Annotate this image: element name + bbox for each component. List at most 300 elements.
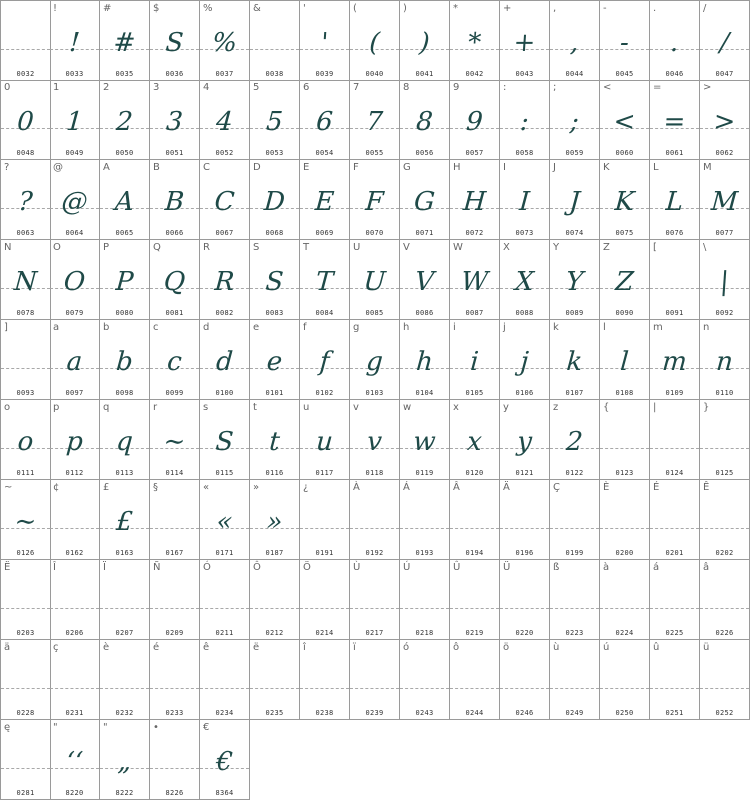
glyph-cell[interactable]: [500, 240, 550, 320]
glyph-sample: [399, 582, 451, 622]
glyph-cell[interactable]: [550, 160, 600, 240]
glyph-cell[interactable]: [650, 80, 700, 160]
glyph-sample: S: [214, 427, 235, 457]
glyph-sample: [499, 502, 551, 542]
glyph-cell[interactable]: [350, 480, 400, 560]
char-code-label: 0238: [315, 709, 334, 717]
char-code-label: 0084: [315, 309, 334, 317]
glyph-cell[interactable]: [250, 0, 300, 81]
glyph-cell[interactable]: [700, 400, 750, 480]
glyph-cell[interactable]: [200, 160, 250, 240]
glyph-sample: [349, 662, 401, 702]
char-code-label: 0249: [565, 709, 584, 717]
glyph-sample: [0, 23, 51, 63]
character-label: h: [403, 322, 410, 333]
glyph-cell[interactable]: [250, 400, 300, 480]
char-code-label: 0053: [265, 149, 284, 157]
character-label: 4: [203, 82, 210, 93]
glyph-sample: P: [114, 267, 135, 297]
glyph-sample: d: [215, 347, 234, 377]
character-label: Z: [603, 242, 610, 253]
character-label: Î: [53, 562, 56, 573]
glyph-sample: o: [16, 427, 35, 457]
char-code-label: 0220: [515, 629, 534, 637]
character-label: c: [153, 322, 159, 333]
glyph-cell[interactable]: [400, 640, 450, 720]
glyph-cell[interactable]: [0, 720, 51, 800]
glyph-cell[interactable]: [50, 480, 100, 560]
glyph-cell[interactable]: [200, 80, 250, 160]
glyph-sample: [149, 582, 201, 622]
glyph-sample: [199, 582, 251, 622]
glyph-cell[interactable]: [400, 80, 450, 160]
character-label: I: [503, 162, 506, 173]
glyph-sample: ?: [17, 187, 34, 217]
glyph-cell[interactable]: [400, 240, 450, 320]
character-label: y: [503, 402, 509, 413]
glyph-cell[interactable]: [600, 560, 650, 640]
glyph-cell[interactable]: [600, 80, 650, 160]
glyph-cell[interactable]: [300, 480, 350, 560]
char-code-label: 8222: [115, 789, 134, 797]
glyph-cell[interactable]: [100, 320, 150, 400]
character-label: J: [553, 162, 556, 173]
glyph-cell[interactable]: [150, 720, 200, 800]
char-code-label: 0097: [65, 389, 84, 397]
glyph-sample: [449, 502, 501, 542]
glyph-cell[interactable]: [100, 0, 150, 81]
character-label: R: [203, 242, 210, 253]
glyph-sample: [299, 662, 351, 702]
glyph-sample: j: [519, 347, 530, 377]
glyph-cell[interactable]: [350, 0, 400, 81]
glyph-cell[interactable]: [300, 240, 350, 320]
glyph-sample: 9: [465, 107, 484, 137]
character-label: â: [703, 562, 710, 573]
glyph-cell[interactable]: [500, 320, 550, 400]
glyph-sample: [249, 23, 301, 63]
character-label: Ê: [703, 482, 710, 493]
glyph-sample: n: [715, 347, 734, 377]
glyph-cell[interactable]: [300, 560, 350, 640]
glyph-cell[interactable]: [500, 560, 550, 640]
char-code-label: 0224: [615, 629, 634, 637]
glyph-cell[interactable]: [400, 0, 450, 81]
char-code-label: 0102: [315, 389, 334, 397]
glyph-cell[interactable]: [700, 0, 750, 81]
character-label: s: [203, 402, 209, 413]
glyph-cell[interactable]: [250, 240, 300, 320]
glyph-cell[interactable]: [0, 240, 51, 320]
glyph-cell[interactable]: [50, 640, 100, 720]
glyph-cell[interactable]: [400, 560, 450, 640]
glyph-cell[interactable]: [500, 0, 550, 81]
character-label: 0: [4, 82, 11, 93]
glyph-cell[interactable]: [650, 560, 700, 640]
glyph-cell[interactable]: [250, 640, 300, 720]
character-label: Û: [453, 562, 461, 573]
glyph-cell[interactable]: [100, 160, 150, 240]
glyph-cell[interactable]: [650, 0, 700, 81]
glyph-cell[interactable]: [650, 480, 700, 560]
glyph-sample: [599, 662, 651, 702]
glyph-cell[interactable]: [600, 480, 650, 560]
glyph-cell[interactable]: [350, 240, 400, 320]
glyph-cell[interactable]: [200, 560, 250, 640]
char-code-label: 0074: [565, 229, 584, 237]
glyph-cell[interactable]: [350, 640, 400, 720]
char-code-label: 0211: [215, 629, 234, 637]
character-label: 5: [253, 82, 260, 93]
glyph-sample: [399, 502, 451, 542]
glyph-sample: i: [469, 347, 480, 377]
character-label: T: [303, 242, 310, 253]
char-code-label: 0039: [315, 70, 334, 78]
char-code-label: 8364: [215, 789, 234, 797]
char-code-label: 0105: [465, 389, 484, 397]
glyph-cell[interactable]: [250, 560, 300, 640]
char-code-label: 0052: [215, 149, 234, 157]
character-label: -: [603, 3, 607, 14]
char-code-label: 0081: [165, 309, 184, 317]
glyph-cell[interactable]: [500, 400, 550, 480]
char-code-label: 0202: [715, 549, 734, 557]
glyph-sample: 4: [215, 107, 234, 137]
glyph-cell[interactable]: [0, 320, 51, 400]
glyph-cell[interactable]: [550, 640, 600, 720]
glyph-cell[interactable]: [500, 640, 550, 720]
char-code-label: 0091: [665, 309, 684, 317]
glyph-sample: 8: [415, 107, 434, 137]
char-code-label: 0252: [715, 709, 734, 717]
char-code-label: 0225: [665, 629, 684, 637]
glyph-sample: p: [65, 427, 84, 457]
character-label: ]: [4, 322, 8, 333]
char-code-label: 0113: [115, 469, 134, 477]
glyph-sample: ): [418, 28, 431, 58]
glyph-cell[interactable]: [350, 560, 400, 640]
glyph-cell[interactable]: [50, 320, 100, 400]
glyph-cell[interactable]: [550, 0, 600, 81]
char-code-label: 0092: [715, 309, 734, 317]
character-label: ú: [603, 642, 610, 653]
char-code-label: 0109: [665, 389, 684, 397]
character-label: À: [353, 482, 360, 493]
glyph-cell[interactable]: [700, 240, 750, 320]
glyph-sample: f: [318, 347, 331, 377]
char-code-label: 0056: [415, 149, 434, 157]
char-code-label: 0118: [365, 469, 384, 477]
glyph-sample: g: [365, 347, 384, 377]
character-label: Ó: [203, 562, 211, 573]
glyph-cell[interactable]: [250, 320, 300, 400]
character-label: @: [53, 162, 63, 173]
character-label: |: [653, 402, 657, 413]
character-label: Ñ: [153, 562, 161, 573]
glyph-cell[interactable]: [450, 400, 500, 480]
glyph-sample: [349, 502, 401, 542]
glyph-cell[interactable]: [200, 0, 250, 81]
char-code-label: 0122: [565, 469, 584, 477]
glyph-sample: !: [68, 28, 81, 58]
glyph-sample: >: [712, 107, 737, 137]
char-code-label: 0281: [16, 789, 35, 797]
glyph-cell[interactable]: [0, 160, 51, 240]
glyph-sample: Z: [614, 267, 635, 297]
character-label: g: [353, 322, 360, 333]
char-code-label: 0187: [265, 549, 284, 557]
glyph-cell[interactable]: [600, 0, 650, 81]
character-label: L: [653, 162, 659, 173]
glyph-cell[interactable]: [0, 640, 51, 720]
glyph-cell[interactable]: [450, 240, 500, 320]
character-label: •: [153, 722, 159, 733]
glyph-cell[interactable]: [0, 480, 51, 560]
glyph-cell[interactable]: [300, 400, 350, 480]
glyph-cell[interactable]: [500, 80, 550, 160]
character-label: ": [103, 722, 108, 733]
glyph-cell[interactable]: [150, 560, 200, 640]
glyph-cell[interactable]: [450, 320, 500, 400]
glyph-cell[interactable]: [200, 240, 250, 320]
char-code-label: 0219: [465, 629, 484, 637]
character-label: w: [403, 402, 412, 413]
character-label: î: [303, 642, 306, 653]
character-label: Ë: [4, 562, 11, 573]
glyph-cell[interactable]: [150, 320, 200, 400]
char-code-label: 0080: [115, 309, 134, 317]
glyph-sample: Q: [162, 267, 187, 297]
char-code-label: 0124: [665, 469, 684, 477]
glyph-cell[interactable]: [100, 400, 150, 480]
glyph-cell[interactable]: [700, 80, 750, 160]
char-code-label: 0035: [115, 70, 134, 78]
glyph-sample: G: [413, 187, 436, 217]
glyph-cell[interactable]: [0, 0, 51, 81]
char-code-label: 0046: [665, 70, 684, 78]
glyph-cell[interactable]: [0, 400, 51, 480]
glyph-cell[interactable]: [250, 480, 300, 560]
char-code-label: 0099: [165, 389, 184, 397]
glyph-cell[interactable]: [550, 320, 600, 400]
glyph-cell[interactable]: [0, 560, 51, 640]
glyph-cell[interactable]: [300, 160, 350, 240]
glyph-cell[interactable]: [50, 240, 100, 320]
glyph-cell[interactable]: [650, 400, 700, 480]
glyph-cell[interactable]: [350, 160, 400, 240]
character-label: i: [453, 322, 456, 333]
glyph-cell[interactable]: [100, 480, 150, 560]
char-code-label: 0072: [465, 229, 484, 237]
char-code-label: 0088: [515, 309, 534, 317]
glyph-sample: [299, 582, 351, 622]
glyph-cell[interactable]: [50, 0, 100, 81]
glyph-cell[interactable]: [200, 640, 250, 720]
glyph-cell[interactable]: [150, 160, 200, 240]
glyph-sample: [649, 422, 701, 462]
glyph-sample: -: [619, 28, 630, 58]
glyph-cell[interactable]: [550, 400, 600, 480]
glyph-cell[interactable]: [100, 640, 150, 720]
glyph-cell[interactable]: [350, 320, 400, 400]
character-label: u: [303, 402, 310, 413]
glyph-sample: O: [62, 267, 87, 297]
glyph-cell[interactable]: [700, 480, 750, 560]
character-label: Q: [153, 242, 161, 253]
glyph-sample: [699, 422, 751, 462]
glyph-cell[interactable]: [700, 160, 750, 240]
glyph-sample: [149, 742, 201, 782]
glyph-cell[interactable]: [700, 640, 750, 720]
char-code-label: 0051: [165, 149, 184, 157]
glyph-cell[interactable]: [100, 240, 150, 320]
glyph-sample: x: [466, 427, 483, 457]
char-code-label: 0244: [465, 709, 484, 717]
glyph-sample: [0, 662, 51, 702]
glyph-cell[interactable]: [150, 640, 200, 720]
glyph-cell[interactable]: [450, 480, 500, 560]
glyph-cell[interactable]: [200, 480, 250, 560]
glyph-cell[interactable]: [350, 400, 400, 480]
char-code-label: 0071: [415, 229, 434, 237]
glyph-cell[interactable]: [150, 400, 200, 480]
glyph-cell[interactable]: [450, 80, 500, 160]
char-code-label: 0203: [16, 629, 35, 637]
character-label: Ù: [353, 562, 361, 573]
glyph-cell[interactable]: [150, 240, 200, 320]
char-code-label: 0089: [565, 309, 584, 317]
character-label: f: [303, 322, 307, 333]
glyph-cell[interactable]: [250, 160, 300, 240]
glyph-cell[interactable]: [400, 400, 450, 480]
glyph-cell[interactable]: [700, 320, 750, 400]
glyph-cell[interactable]: [450, 560, 500, 640]
glyph-sample: [99, 662, 151, 702]
glyph-cell[interactable]: [600, 160, 650, 240]
glyph-cell[interactable]: [650, 640, 700, 720]
character-label: û: [653, 642, 660, 653]
char-code-label: 0093: [16, 389, 35, 397]
char-code-label: 0123: [615, 469, 634, 477]
glyph-cell[interactable]: [600, 640, 650, 720]
character-label: O: [53, 242, 61, 253]
glyph-cell[interactable]: [150, 480, 200, 560]
glyph-sample: [49, 582, 101, 622]
glyph-cell[interactable]: [400, 480, 450, 560]
glyph-cell[interactable]: [550, 480, 600, 560]
glyph-cell[interactable]: [400, 160, 450, 240]
glyph-cell[interactable]: [100, 80, 150, 160]
glyph-sample: [99, 582, 151, 622]
glyph-cell[interactable]: [50, 560, 100, 640]
character-label: t: [253, 402, 257, 413]
glyph-cell[interactable]: [150, 80, 200, 160]
char-code-label: 0114: [165, 469, 184, 477]
glyph-cell[interactable]: [550, 240, 600, 320]
character-label: ¢: [53, 482, 60, 493]
glyph-cell[interactable]: [50, 720, 100, 800]
glyph-cell[interactable]: [600, 400, 650, 480]
glyph-cell[interactable]: [300, 320, 350, 400]
glyph-cell[interactable]: [350, 80, 400, 160]
char-code-label: 0116: [265, 469, 284, 477]
glyph-cell[interactable]: [550, 560, 600, 640]
glyph-cell[interactable]: [450, 640, 500, 720]
glyph-cell[interactable]: [300, 640, 350, 720]
glyph-cell[interactable]: [300, 0, 350, 81]
glyph-cell[interactable]: [200, 400, 250, 480]
char-code-label: 0068: [265, 229, 284, 237]
glyph-cell[interactable]: [50, 160, 100, 240]
character-label: Ä: [503, 482, 510, 493]
char-code-label: 0067: [215, 229, 234, 237]
character-label: ': [303, 3, 306, 14]
glyph-sample: [149, 662, 201, 702]
character-label: ü: [703, 642, 710, 653]
glyph-cell[interactable]: [100, 720, 150, 800]
glyph-sample: W: [460, 267, 489, 297]
char-code-label: 0083: [265, 309, 284, 317]
glyph-sample: c: [166, 347, 183, 377]
glyph-sample: E: [313, 187, 336, 217]
glyph-sample: k: [565, 347, 584, 377]
character-label: ß: [553, 562, 560, 573]
character-label: \: [703, 242, 707, 253]
char-code-label: 0101: [265, 389, 284, 397]
char-code-label: 0098: [115, 389, 134, 397]
character-label: Â: [453, 482, 460, 493]
glyph-sample: u: [315, 427, 334, 457]
glyph-cell[interactable]: [450, 160, 500, 240]
glyph-cell[interactable]: [150, 0, 200, 81]
character-label: ): [403, 3, 407, 14]
glyph-cell[interactable]: [200, 320, 250, 400]
glyph-cell[interactable]: [400, 320, 450, 400]
glyph-cell[interactable]: [650, 160, 700, 240]
glyph-cell[interactable]: [600, 320, 650, 400]
char-code-label: 0239: [365, 709, 384, 717]
character-label: S: [253, 242, 260, 253]
glyph-sample: 2: [115, 107, 134, 137]
glyph-cell[interactable]: [650, 240, 700, 320]
glyph-cell[interactable]: [500, 480, 550, 560]
char-code-label: 0199: [565, 549, 584, 557]
glyph-cell[interactable]: [700, 560, 750, 640]
glyph-cell[interactable]: [250, 80, 300, 160]
glyph-cell[interactable]: [50, 80, 100, 160]
glyph-cell[interactable]: [650, 320, 700, 400]
glyph-cell[interactable]: [0, 80, 51, 160]
character-label: á: [653, 562, 660, 573]
character-label: 7: [353, 82, 360, 93]
glyph-cell[interactable]: [500, 160, 550, 240]
character-label: 3: [153, 82, 160, 93]
glyph-cell[interactable]: [100, 560, 150, 640]
char-code-label: 0037: [215, 70, 234, 78]
char-code-label: 0045: [615, 70, 634, 78]
glyph-cell[interactable]: [300, 80, 350, 160]
glyph-cell[interactable]: [450, 0, 500, 81]
glyph-cell[interactable]: [200, 720, 250, 800]
char-code-label: 0234: [215, 709, 234, 717]
glyph-cell[interactable]: [50, 400, 100, 480]
glyph-cell[interactable]: [600, 240, 650, 320]
glyph-sample: V: [414, 267, 435, 297]
glyph-sample: [0, 742, 51, 782]
character-label: v: [353, 402, 359, 413]
glyph-cell[interactable]: [550, 80, 600, 160]
character-label: <: [603, 82, 612, 93]
